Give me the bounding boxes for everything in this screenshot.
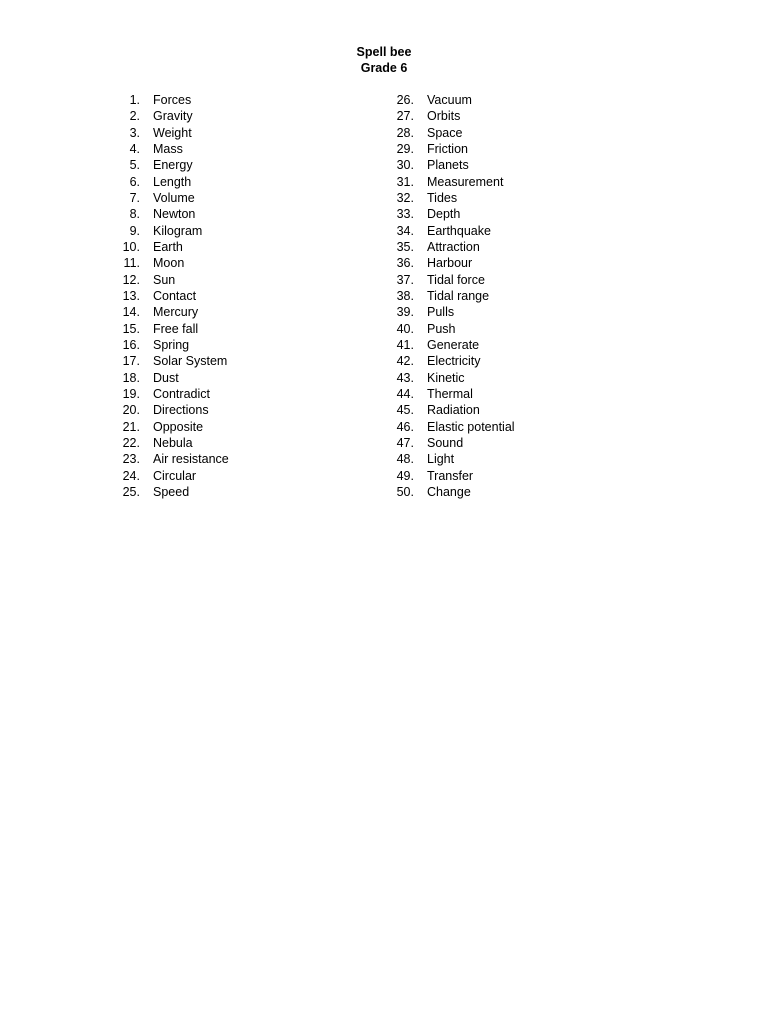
list-item (110, 321, 229, 337)
list-item (384, 321, 515, 337)
item-number: 29. (396, 141, 414, 156)
list-item (110, 92, 229, 108)
item-word: Orbits (427, 109, 461, 124)
item-number: 15. (122, 321, 140, 336)
item-number: 46. (396, 419, 414, 434)
list-item (384, 337, 515, 353)
list-item (384, 141, 515, 157)
item-number: 32. (396, 190, 414, 205)
item-word: Radiation (427, 403, 480, 418)
item-word: Tidal force (427, 272, 485, 287)
list-item (384, 484, 515, 500)
list-item (384, 353, 515, 369)
list-item (384, 174, 515, 190)
item-number: 39. (396, 305, 414, 320)
list-item (110, 239, 229, 255)
item-number: 40. (396, 321, 414, 336)
item-number: 23. (122, 452, 140, 467)
item-number: 9. (129, 223, 140, 238)
item-word: Directions (153, 403, 209, 418)
item-word: Tides (427, 190, 458, 205)
list-item (384, 92, 515, 108)
item-number: 49. (396, 468, 414, 483)
list-item (110, 370, 229, 386)
list-item (110, 304, 229, 320)
item-number: 43. (396, 370, 414, 385)
list-item (384, 206, 515, 222)
list-item (110, 108, 229, 124)
list-item (384, 108, 515, 124)
item-number: 42. (396, 354, 414, 369)
item-word: Dust (153, 370, 179, 385)
item-number: 33. (396, 207, 414, 222)
item-word: Transfer (427, 468, 474, 483)
item-word: Push (427, 321, 456, 336)
item-word: Mercury (153, 305, 199, 320)
list-item (110, 419, 229, 435)
item-word: Earthquake (427, 223, 491, 238)
list-item (110, 141, 229, 157)
item-word: Electricity (427, 354, 481, 369)
item-word: Mass (153, 141, 183, 156)
item-number: 10. (122, 239, 140, 254)
list-item (384, 190, 515, 206)
item-number: 19. (122, 386, 140, 401)
item-word: Newton (153, 207, 196, 222)
item-number: 27. (396, 109, 414, 124)
item-word: Weight (153, 125, 192, 140)
item-number: 30. (396, 158, 414, 173)
item-word: Energy (153, 158, 193, 173)
item-number: 44. (396, 386, 414, 401)
item-number: 17. (122, 354, 140, 369)
item-word: Contradict (153, 386, 210, 401)
item-word: Kinetic (427, 370, 465, 385)
item-word: Friction (427, 141, 468, 156)
item-word: Sun (153, 272, 176, 287)
list-item (110, 125, 229, 141)
item-number: 13. (122, 288, 140, 303)
list-item (110, 174, 229, 190)
item-number: 16. (122, 337, 140, 352)
item-word: Length (153, 174, 192, 189)
list-item (110, 223, 229, 239)
item-word: Space (427, 125, 463, 140)
list-item (110, 468, 229, 484)
item-word: Free fall (153, 321, 199, 336)
item-word: Nebula (153, 435, 193, 450)
document-subtitle: Grade 6 (360, 61, 408, 75)
list-item (110, 484, 229, 500)
item-number: 18. (122, 370, 140, 385)
word-list-right (384, 92, 515, 500)
word-list-left (110, 92, 229, 500)
list-item (110, 157, 229, 173)
list-item (384, 239, 515, 255)
item-word: Tidal range (427, 288, 490, 303)
list-item (110, 272, 229, 288)
item-word: Thermal (427, 386, 473, 401)
item-number: 48. (396, 452, 414, 467)
item-number: 3. (129, 125, 140, 140)
item-word: Measurement (427, 174, 504, 189)
list-item (384, 435, 515, 451)
list-item (110, 353, 229, 369)
item-number: 26. (396, 93, 414, 107)
list-item (384, 451, 515, 467)
item-word: Moon (153, 256, 185, 271)
list-item (110, 386, 229, 402)
item-number: 8. (129, 207, 140, 222)
item-word: Speed (153, 484, 190, 499)
item-word: Circular (153, 468, 197, 483)
item-word: Pulls (427, 305, 455, 320)
list-item (384, 468, 515, 484)
list-item (384, 419, 515, 435)
item-word: Change (427, 484, 471, 499)
item-word: Vacuum (427, 93, 472, 107)
item-word: Elastic potential (427, 419, 515, 434)
item-number: 20. (122, 403, 140, 418)
item-word: Solar System (153, 354, 228, 369)
item-number: 12. (122, 272, 140, 287)
item-number: 38. (396, 288, 414, 303)
list-item (110, 206, 229, 222)
list-item (384, 386, 515, 402)
item-word: Spring (153, 337, 190, 352)
item-word: Generate (427, 337, 480, 352)
item-word: Gravity (153, 109, 193, 124)
document-title: Spell bee (356, 45, 412, 59)
list-item (110, 255, 229, 271)
list-item (110, 337, 229, 353)
item-number: 2. (129, 109, 140, 124)
item-number: 22. (122, 435, 140, 450)
item-word: Attraction (427, 239, 480, 254)
list-item (384, 125, 515, 141)
list-item (384, 370, 515, 386)
item-word: Light (427, 452, 455, 467)
item-word: Depth (427, 207, 461, 222)
list-item (384, 304, 515, 320)
item-number: 14. (122, 305, 140, 320)
item-number: 11. (123, 256, 140, 271)
item-word: Air resistance (153, 452, 229, 467)
list-item (384, 288, 515, 304)
list-item (384, 402, 515, 418)
item-number: 25. (122, 484, 140, 499)
item-word: Volume (153, 190, 195, 205)
list-item (384, 223, 515, 239)
list-item (384, 272, 515, 288)
item-word: Planets (427, 158, 469, 173)
item-word: Opposite (153, 419, 204, 434)
item-word: Sound (427, 435, 464, 450)
item-number: 21. (122, 419, 140, 434)
item-number: 37. (396, 272, 414, 287)
item-number: 50. (396, 484, 414, 499)
list-item (110, 402, 229, 418)
item-number: 41. (396, 337, 414, 352)
item-number: 24. (122, 468, 140, 483)
item-word: Earth (153, 239, 183, 254)
item-number: 1. (129, 93, 140, 107)
list-item (110, 435, 229, 451)
list-item (110, 451, 229, 467)
item-number: 34. (396, 223, 414, 238)
list-item (384, 157, 515, 173)
item-number: 35. (396, 239, 414, 254)
item-word: Forces (153, 93, 192, 107)
list-item (384, 255, 515, 271)
item-word: Contact (153, 288, 197, 303)
item-number: 7. (129, 190, 140, 205)
list-item (110, 190, 229, 206)
list-item (110, 288, 229, 304)
item-number: 31. (396, 174, 414, 189)
item-word: Harbour (427, 256, 473, 271)
item-number: 6. (129, 174, 140, 189)
item-number: 45. (396, 403, 414, 418)
item-number: 28. (396, 125, 414, 140)
item-number: 5. (129, 158, 140, 173)
item-word: Kilogram (153, 223, 203, 238)
item-number: 36. (396, 256, 414, 271)
item-number: 4. (129, 141, 140, 156)
item-number: 47. (396, 435, 414, 450)
